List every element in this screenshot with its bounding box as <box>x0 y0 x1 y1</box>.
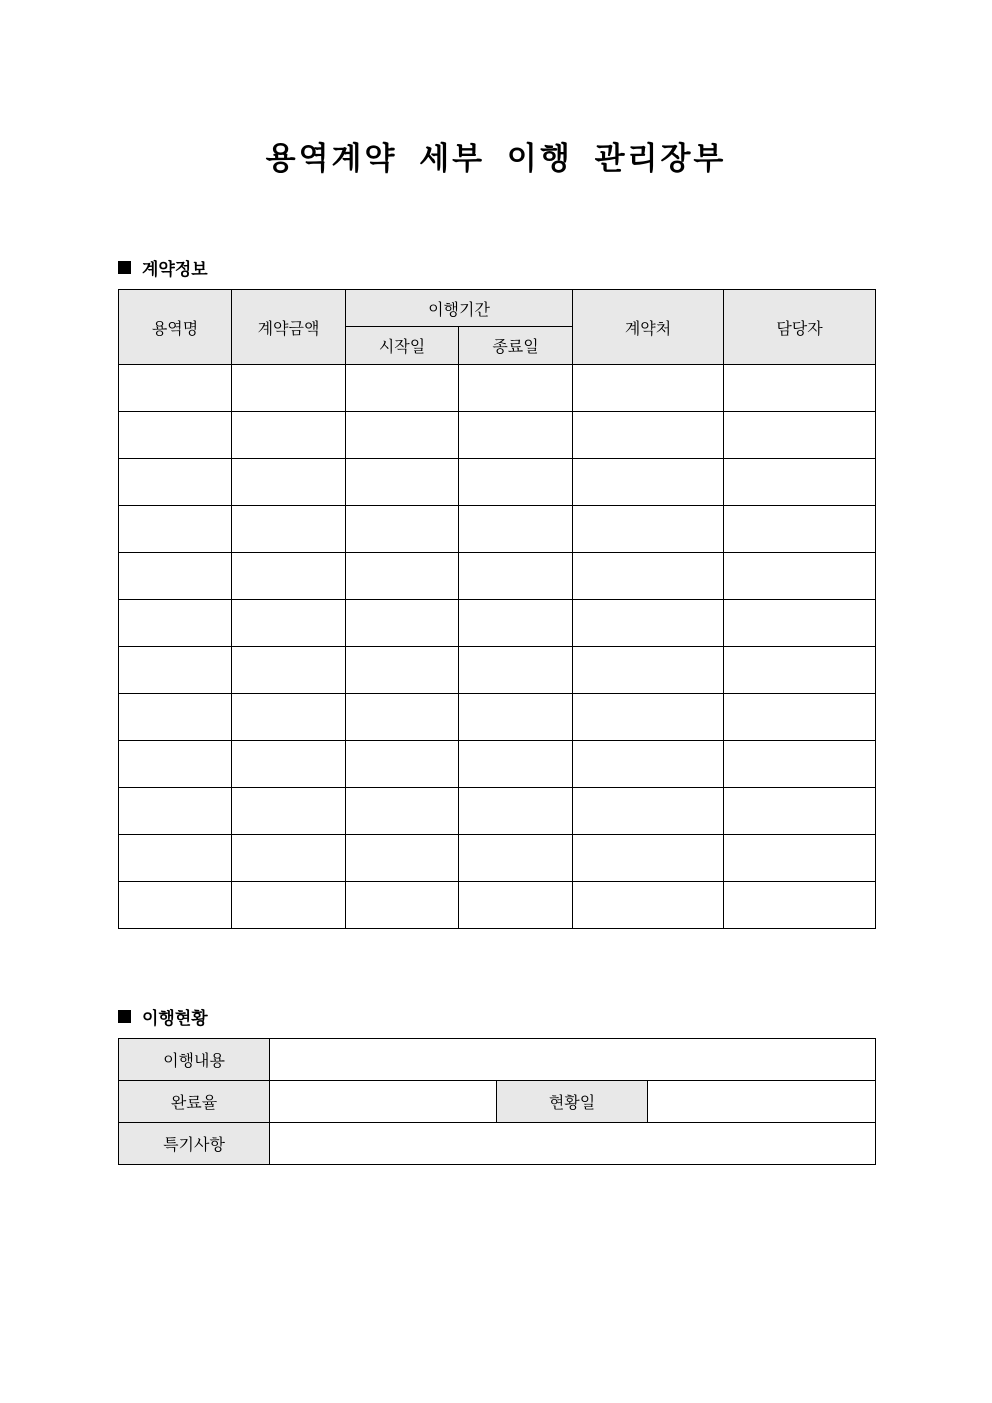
cell-service-name[interactable] <box>119 694 232 741</box>
cell-end-date[interactable] <box>459 882 573 929</box>
cell-start-date[interactable] <box>346 882 459 929</box>
cell-end-date[interactable] <box>459 459 573 506</box>
cell-end-date[interactable] <box>459 412 573 459</box>
cell-contractor[interactable] <box>573 741 724 788</box>
cell-contractor[interactable] <box>573 647 724 694</box>
cell-service-name[interactable] <box>119 741 232 788</box>
cell-manager[interactable] <box>724 835 876 882</box>
cell-contractor[interactable] <box>573 600 724 647</box>
section-title: 이행현황 <box>142 1009 208 1029</box>
status-date-field[interactable] <box>648 1081 876 1123</box>
status-table <box>118 1038 876 1165</box>
cell-contractor[interactable] <box>573 694 724 741</box>
cell-contractor[interactable] <box>573 788 724 835</box>
header-manager: 담당자 <box>724 290 876 365</box>
cell-contractor[interactable] <box>573 412 724 459</box>
cell-end-date[interactable] <box>459 741 573 788</box>
section-heading-status <box>118 1004 208 1029</box>
header-period: 이행기간 <box>346 290 573 327</box>
cell-end-date[interactable] <box>459 788 573 835</box>
cell-contract-amount[interactable] <box>232 506 346 553</box>
cell-start-date[interactable] <box>346 553 459 600</box>
label-status-date: 현황일 <box>497 1081 648 1123</box>
cell-end-date[interactable] <box>459 553 573 600</box>
cell-end-date[interactable] <box>459 600 573 647</box>
cell-start-date[interactable] <box>346 788 459 835</box>
cell-contract-amount[interactable] <box>232 412 346 459</box>
cell-manager[interactable] <box>724 647 876 694</box>
label-content: 이행내용 <box>119 1039 270 1081</box>
cell-start-date[interactable] <box>346 694 459 741</box>
cell-contract-amount[interactable] <box>232 741 346 788</box>
square-bullet-icon <box>118 261 131 274</box>
cell-service-name[interactable] <box>119 882 232 929</box>
table-row <box>119 788 876 835</box>
header-service-name: 용역명 <box>119 290 232 365</box>
cell-manager[interactable] <box>724 506 876 553</box>
cell-end-date[interactable] <box>459 694 573 741</box>
cell-contractor[interactable] <box>573 459 724 506</box>
cell-manager[interactable] <box>724 741 876 788</box>
cell-manager[interactable] <box>724 459 876 506</box>
completion-rate-field[interactable] <box>270 1081 497 1123</box>
header-start-date: 시작일 <box>346 327 459 365</box>
cell-contractor[interactable] <box>573 553 724 600</box>
cell-service-name[interactable] <box>119 412 232 459</box>
cell-service-name[interactable] <box>119 600 232 647</box>
cell-service-name[interactable] <box>119 835 232 882</box>
cell-contractor[interactable] <box>573 882 724 929</box>
document-title: 용역계약 세부 이행 관리장부 <box>265 141 727 177</box>
cell-manager[interactable] <box>724 600 876 647</box>
cell-manager[interactable] <box>724 788 876 835</box>
cell-contractor[interactable] <box>573 506 724 553</box>
table-row <box>119 365 876 412</box>
cell-end-date[interactable] <box>459 506 573 553</box>
table-row <box>119 741 876 788</box>
contract-rows <box>119 365 876 929</box>
cell-start-date[interactable] <box>346 835 459 882</box>
header-end-date: 종료일 <box>459 327 573 365</box>
section-title: 계약정보 <box>142 260 208 280</box>
header-contractor: 계약처 <box>573 290 724 365</box>
table-row <box>119 506 876 553</box>
cell-start-date[interactable] <box>346 506 459 553</box>
cell-start-date[interactable] <box>346 647 459 694</box>
section-heading-contract-info <box>118 255 208 280</box>
cell-contract-amount[interactable] <box>232 365 346 412</box>
table-row <box>119 459 876 506</box>
cell-contract-amount[interactable] <box>232 882 346 929</box>
table-row <box>119 412 876 459</box>
cell-contractor[interactable] <box>573 365 724 412</box>
cell-service-name[interactable] <box>119 647 232 694</box>
cell-manager[interactable] <box>724 553 876 600</box>
cell-service-name[interactable] <box>119 459 232 506</box>
content-field[interactable] <box>270 1039 876 1081</box>
cell-end-date[interactable] <box>459 647 573 694</box>
cell-service-name[interactable] <box>119 788 232 835</box>
table-row <box>119 600 876 647</box>
cell-contract-amount[interactable] <box>232 553 346 600</box>
cell-end-date[interactable] <box>459 835 573 882</box>
remarks-field[interactable] <box>270 1123 876 1165</box>
table-row <box>119 835 876 882</box>
table-row <box>119 882 876 929</box>
cell-contract-amount[interactable] <box>232 835 346 882</box>
cell-service-name[interactable] <box>119 506 232 553</box>
cell-service-name[interactable] <box>119 365 232 412</box>
contract-info-table <box>118 289 876 929</box>
cell-contract-amount[interactable] <box>232 647 346 694</box>
cell-manager[interactable] <box>724 882 876 929</box>
cell-service-name[interactable] <box>119 553 232 600</box>
square-bullet-icon <box>118 1010 131 1023</box>
cell-manager[interactable] <box>724 412 876 459</box>
cell-contractor[interactable] <box>573 835 724 882</box>
label-completion-rate: 완료율 <box>119 1081 270 1123</box>
cell-start-date[interactable] <box>346 600 459 647</box>
header-contract-amount: 계약금액 <box>232 290 346 365</box>
cell-contract-amount[interactable] <box>232 788 346 835</box>
cell-contract-amount[interactable] <box>232 459 346 506</box>
cell-start-date[interactable] <box>346 741 459 788</box>
table-row <box>119 647 876 694</box>
cell-manager[interactable] <box>724 365 876 412</box>
table-row <box>119 553 876 600</box>
cell-manager[interactable] <box>724 694 876 741</box>
cell-contract-amount[interactable] <box>232 694 346 741</box>
table-row <box>119 694 876 741</box>
cell-start-date[interactable] <box>346 365 459 412</box>
cell-contract-amount[interactable] <box>232 600 346 647</box>
cell-end-date[interactable] <box>459 365 573 412</box>
cell-start-date[interactable] <box>346 412 459 459</box>
label-remarks: 특기사항 <box>119 1123 270 1165</box>
cell-start-date[interactable] <box>346 459 459 506</box>
